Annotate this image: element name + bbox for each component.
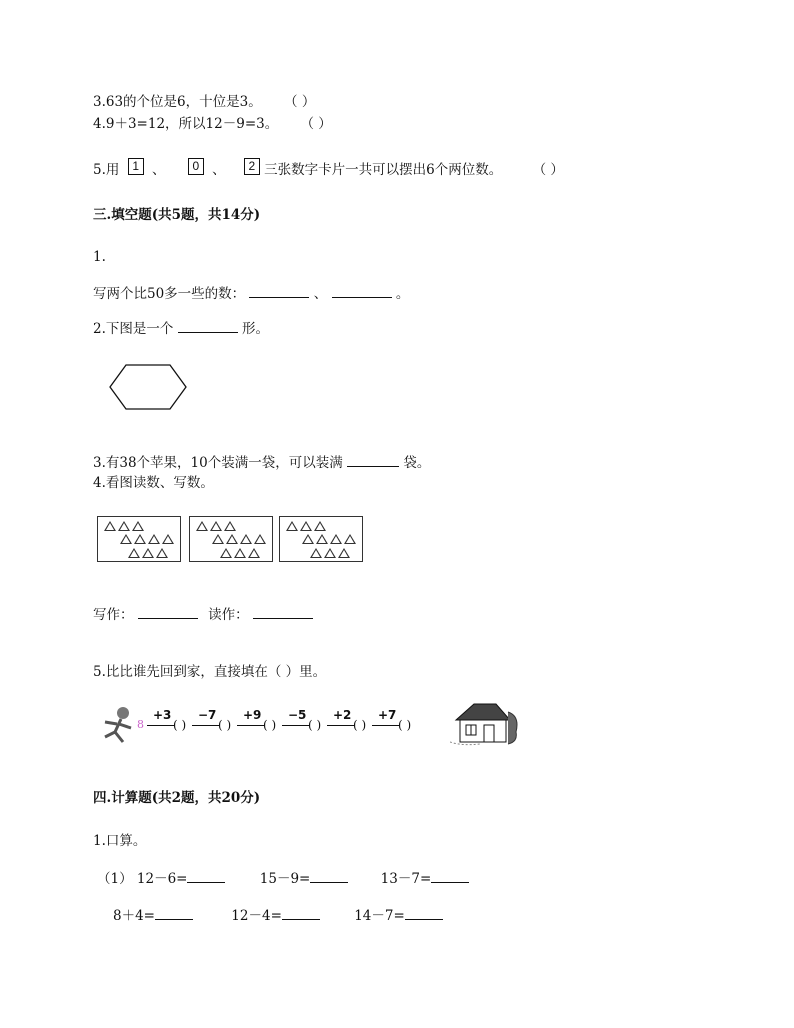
triangle-icon <box>148 534 160 544</box>
write-read-row <box>93 604 313 624</box>
calc-row-2 <box>113 905 443 925</box>
triangle-icon <box>240 534 252 544</box>
triangle-icon <box>254 534 266 544</box>
judge-q4-text: 4.9＋3=12，所以12－9=3。 <box>93 116 279 132</box>
fill-q3-suffix: 袋。 <box>403 455 431 471</box>
answer-blank[interactable] <box>332 283 392 298</box>
calc-item <box>137 871 230 887</box>
triangle-icon <box>132 521 144 531</box>
calc-expression: 8＋4= <box>113 908 155 924</box>
judge-question-5 <box>93 161 564 179</box>
hexagon-figure <box>108 363 188 411</box>
race-operation: −7 <box>198 708 217 722</box>
triangle-icon <box>234 548 246 558</box>
fill-q1-text: 写两个比50多一些的数： <box>93 286 246 302</box>
judge-q4-answer[interactable]: （ ） <box>300 116 332 132</box>
race-to-home-figure <box>95 698 525 750</box>
answer-blank[interactable] <box>310 868 348 883</box>
triangle-icon <box>224 521 236 531</box>
number-card-1: 1 <box>128 158 144 175</box>
triangle-icon <box>156 548 168 558</box>
judge-q3-answer[interactable]: （ ） <box>284 94 316 110</box>
house-icon <box>450 698 522 748</box>
number-card-0: 0 <box>188 158 204 175</box>
triangle-icon <box>162 534 174 544</box>
triangle-icon <box>314 521 326 531</box>
answer-blank[interactable] <box>282 905 320 920</box>
calc-row-1 <box>97 868 469 888</box>
calc-item <box>381 871 470 887</box>
race-arrow <box>192 725 220 726</box>
fill-question-3 <box>93 452 430 472</box>
triangle-icon <box>286 521 298 531</box>
race-answer-blank[interactable]: ( ) <box>353 718 367 732</box>
write-label: 写作： <box>93 607 134 623</box>
race-answer-blank[interactable]: ( ) <box>218 718 232 732</box>
calc-item <box>354 908 443 924</box>
race-answer-blank[interactable]: ( ) <box>173 718 187 732</box>
triangle-icon <box>134 534 146 544</box>
race-answer-blank[interactable]: ( ) <box>263 718 277 732</box>
answer-blank[interactable] <box>431 868 469 883</box>
race-answer-blank[interactable]: ( ) <box>308 718 322 732</box>
race-arrow <box>282 725 310 726</box>
read-answer-blank[interactable] <box>253 604 313 619</box>
runner-icon <box>97 704 137 744</box>
answer-blank[interactable] <box>347 452 399 467</box>
triangle-icon <box>302 534 314 544</box>
triangle-icon <box>118 521 130 531</box>
fill-q2-suffix: 形。 <box>241 321 269 337</box>
race-answer-blank[interactable]: ( ) <box>398 718 412 732</box>
calc-expression: 13－7= <box>380 871 432 887</box>
triangle-icon <box>120 534 132 544</box>
calc-item <box>260 871 353 887</box>
calc-expression: 14－7= <box>354 908 405 924</box>
triangle-icon <box>128 548 140 558</box>
fill-q1-number: 1. <box>93 249 106 265</box>
fill-q2-prefix: 2.下图是一个 <box>93 321 174 337</box>
separator: 、 <box>151 162 166 178</box>
race-operation: +9 <box>243 708 262 722</box>
number-card-2: 2 <box>244 158 260 175</box>
fill-question-2 <box>93 318 269 338</box>
triangle-icon <box>210 521 222 531</box>
answer-blank[interactable] <box>178 318 238 333</box>
section-3-title: 三.填空题(共5题，共14分) <box>93 207 261 223</box>
triangle-icon <box>338 548 350 558</box>
start-number: 8 <box>137 718 144 731</box>
race-arrow <box>237 725 265 726</box>
fill-question-1 <box>93 283 409 303</box>
fill-q1-end: 。 <box>395 286 410 302</box>
judge-q5-prefix: 5.用 <box>93 162 120 178</box>
calc-item <box>231 908 324 924</box>
write-answer-blank[interactable] <box>138 604 198 619</box>
triangle-icon <box>316 534 328 544</box>
triangle-icon <box>330 534 342 544</box>
fill-question-4: 4.看图读数、写数。 <box>93 475 214 491</box>
judge-q3-text: 3.63的个位是6，十位是3。 <box>93 94 262 110</box>
answer-blank[interactable] <box>405 905 443 920</box>
race-arrow <box>147 725 175 726</box>
triangle-icon <box>220 548 232 558</box>
judge-question-3 <box>93 93 315 111</box>
triangle-icon <box>212 534 224 544</box>
race-arrow <box>372 725 400 726</box>
fill-q3-prefix: 3.有38个苹果，10个装满一袋，可以装满 <box>93 455 343 471</box>
triangle-icon <box>344 534 356 544</box>
calc-expression: 15－9= <box>259 871 311 887</box>
triangle-icon <box>248 548 260 558</box>
answer-blank[interactable] <box>155 905 193 920</box>
triangle-box <box>189 516 273 562</box>
triangle-icon <box>310 548 322 558</box>
separator: 、 <box>313 286 328 302</box>
race-operation: +3 <box>153 708 172 722</box>
calc-question-1: 1.口算。 <box>93 833 147 849</box>
race-operation: +7 <box>378 708 397 722</box>
answer-blank[interactable] <box>187 868 225 883</box>
triangle-box <box>97 516 181 562</box>
separator: 、 <box>212 162 226 178</box>
fill-question-5: 5.比比谁先回到家，直接填在（ ）里。 <box>93 664 327 680</box>
calc-item <box>113 908 197 924</box>
calc-expression: 12－6= <box>136 871 188 887</box>
race-operation: −5 <box>288 708 307 722</box>
calc-expression: 12－4= <box>231 908 282 924</box>
triangle-icon <box>226 534 238 544</box>
read-label: 读作： <box>208 607 249 623</box>
answer-blank[interactable] <box>249 283 309 298</box>
triangle-icon <box>300 521 312 531</box>
triangle-icon <box>142 548 154 558</box>
triangle-icon <box>104 521 116 531</box>
race-operation: +2 <box>333 708 352 722</box>
triangle-icon <box>324 548 336 558</box>
triangle-box <box>279 516 363 562</box>
judge-q5-suffix: 三张数字卡片一共可以摆出6个两位数。 <box>264 162 503 178</box>
calc-row-label: （1） <box>97 871 133 887</box>
triangle-icon <box>196 521 208 531</box>
race-arrow <box>327 725 355 726</box>
section-4-title: 四.计算题(共2题，共20分) <box>93 790 261 806</box>
judge-q5-answer[interactable]: （ ） <box>532 162 564 178</box>
judge-question-4 <box>93 115 332 133</box>
